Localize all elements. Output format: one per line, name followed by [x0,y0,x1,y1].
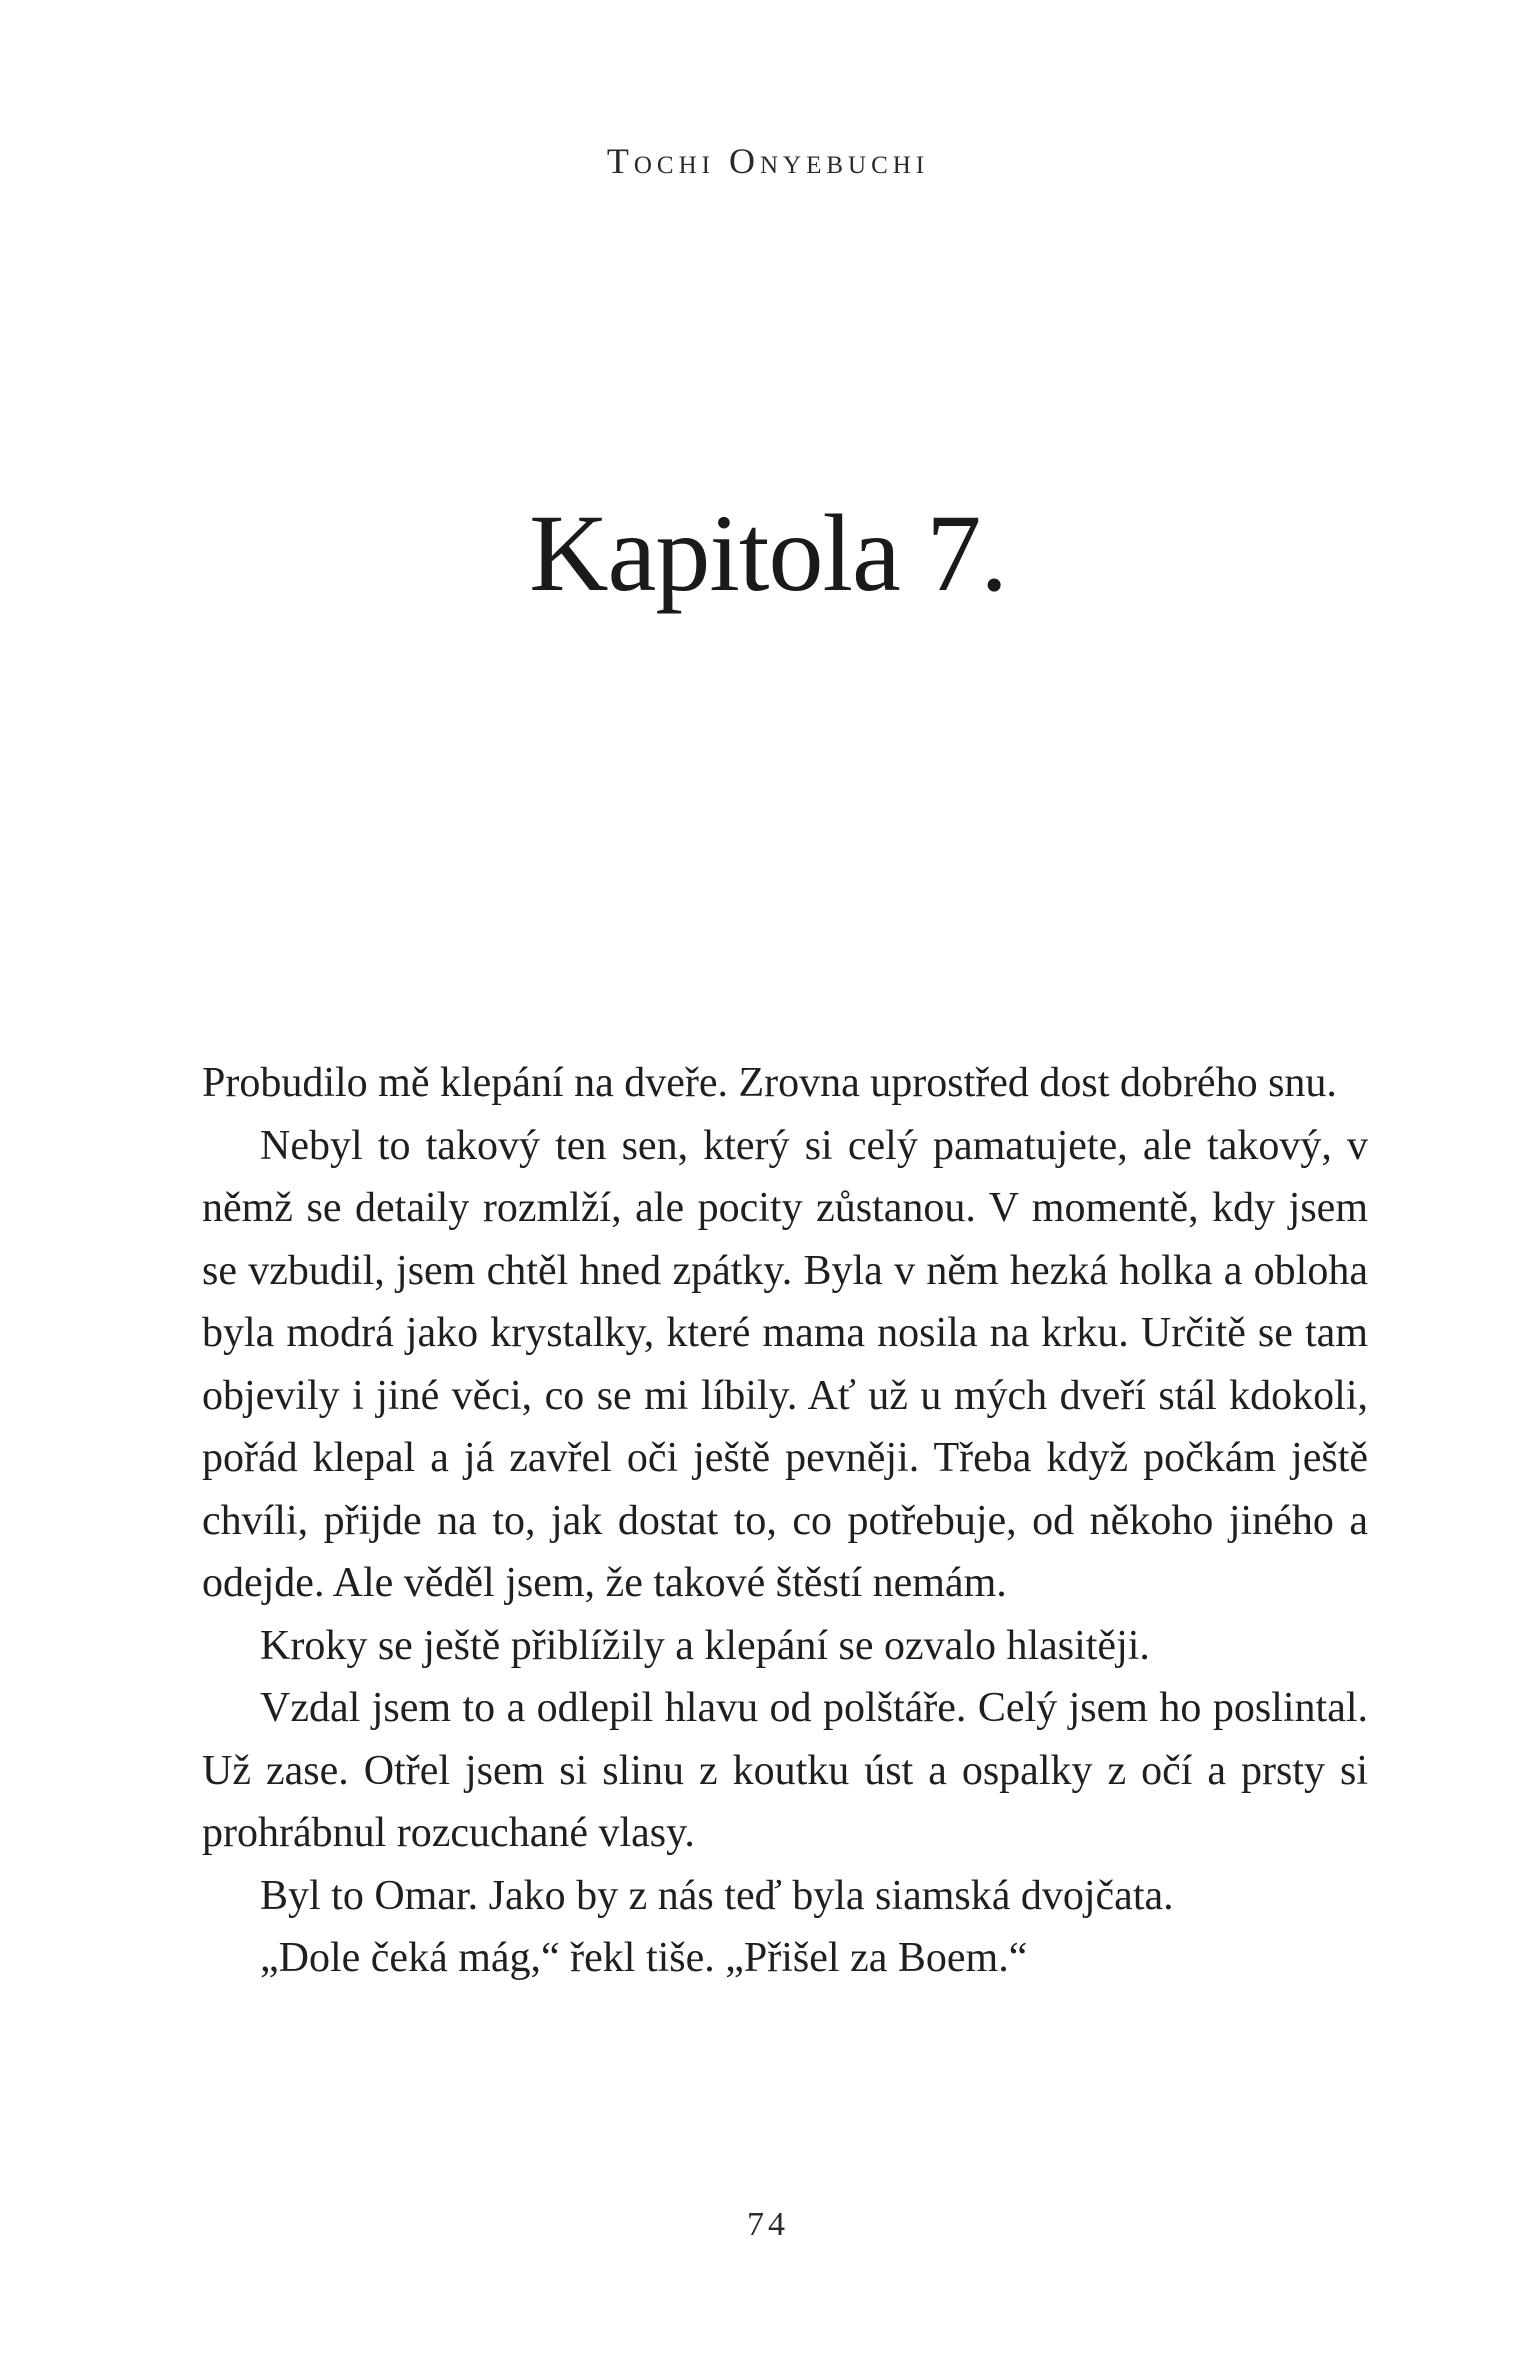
paragraph-3: Kroky se ještě přiblížily a klepání se ozvalo hlasitěji. [260,1622,1150,1669]
paragraph-5: Byl to Omar. Jako by z nás teď byla siamská dvojčata. [260,1872,1174,1919]
paragraph-2: Nebyl to takový ten sen, který si celý pamatujete, ale takový, v němž se detaily rozmlží, ale pocity zůstanou. V momentě, kdy jsem se vzbudil, jsem chtěl hned zpátky. Byla v něm hezká holka a obloha byla modrá jako krystalky, které mama nosila na krku. Určitě se tam objevily i jiné věci, co se mi líbily. Ať už u mých dveří stál kdokoli, pořád klepal a já zavřel oči ještě pevněji. Třeba když počkám ještě chvíli, přijde na to, jak dostat to, co potřebuje, od někoho jiného a odejde. Ale věděl jsem, že takové štěstí nemám. [202,1122,1368,1606]
paragraph-1: Probudilo mě klepání na dveře. Zrovna uprostřed dost dobrého snu. [202,1060,1337,1106]
running-head-author: Tochi Onyebuchi [606,141,930,181]
paragraph-4: Vzdal jsem to a odlepil hlavu od polštáře. Celý jsem ho poslintal. Už zase. Otřel jsem si slinu z koutku úst a ospalky z očí a prsty si prohrábnul rozcuchané vlasy. [202,1685,1368,1856]
chapter-title: Kapitola 7. [529,492,1007,614]
page-number: 74 [747,2206,789,2243]
chapter-body [202,1052,1368,1990]
paragraph-6: „Dole čeká mág,“ řekl tiše. „Přišel za Boem.“ [260,1935,1028,1981]
